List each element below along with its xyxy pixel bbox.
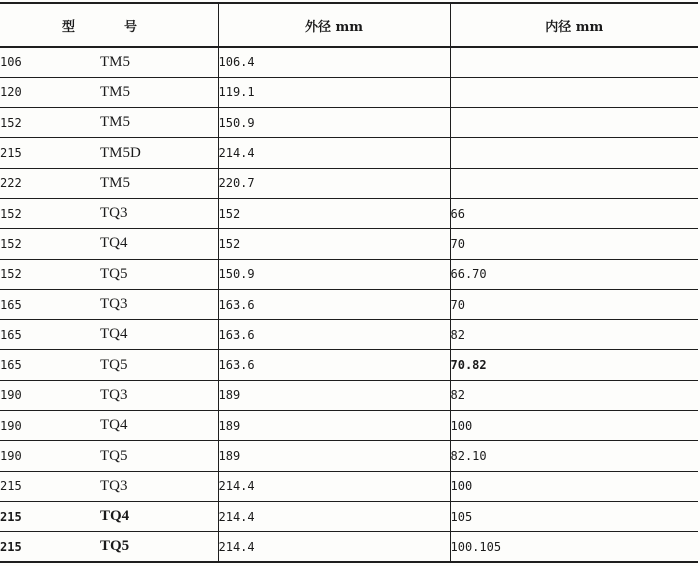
- cell-inner-diameter: 100: [450, 411, 698, 441]
- table-row: [0, 320, 698, 350]
- cell-inner-diameter: 82: [450, 320, 698, 350]
- cell-outer-diameter: 189: [218, 411, 450, 441]
- cell-model: TQ5: [100, 350, 218, 380]
- table-row: [0, 138, 698, 168]
- cell-outer-diameter: 106.4: [218, 47, 450, 77]
- cell-size: 165: [0, 350, 100, 380]
- cell-model: TQ4: [100, 229, 218, 259]
- table-row: [0, 259, 698, 289]
- cell-inner-diameter: [450, 47, 698, 77]
- cell-size: 215: [0, 532, 100, 562]
- cell-model: TM5: [100, 168, 218, 198]
- cell-model: TQ4: [100, 411, 218, 441]
- cell-size: 222: [0, 168, 100, 198]
- cell-inner-diameter: 82.10: [450, 441, 698, 471]
- cell-model: TQ4: [100, 501, 218, 531]
- header-type: 型: [0, 3, 100, 47]
- cell-size: 190: [0, 380, 100, 410]
- cell-outer-diameter: 220.7: [218, 168, 450, 198]
- cell-model: TM5: [100, 77, 218, 107]
- cell-outer-diameter: 214.4: [218, 532, 450, 562]
- cell-inner-diameter: [450, 138, 698, 168]
- cell-size: 190: [0, 441, 100, 471]
- cell-inner-diameter: 82: [450, 380, 698, 410]
- table-row: [0, 350, 698, 380]
- header-row: [0, 3, 698, 47]
- cell-size: 190: [0, 411, 100, 441]
- table-row: [0, 198, 698, 228]
- cell-model: TM5D: [100, 138, 218, 168]
- cell-model: TQ4: [100, 320, 218, 350]
- cell-inner-diameter: [450, 77, 698, 107]
- cell-inner-diameter: 70: [450, 289, 698, 319]
- table-row: [0, 532, 698, 562]
- cell-inner-diameter: 66: [450, 198, 698, 228]
- cell-model: TQ3: [100, 289, 218, 319]
- cell-outer-diameter: 189: [218, 441, 450, 471]
- cell-size: 152: [0, 198, 100, 228]
- cell-model: TQ3: [100, 380, 218, 410]
- cell-inner-diameter: [450, 108, 698, 138]
- cell-size: 215: [0, 138, 100, 168]
- table-row: [0, 380, 698, 410]
- table-row: [0, 441, 698, 471]
- cell-outer-diameter: 163.6: [218, 350, 450, 380]
- cell-size: 152: [0, 229, 100, 259]
- cell-size: 165: [0, 289, 100, 319]
- table-row: [0, 411, 698, 441]
- table-row: [0, 289, 698, 319]
- header-outer-diameter: 外径 mm: [218, 3, 450, 47]
- cell-inner-diameter: 100.105: [450, 532, 698, 562]
- cell-model: TQ5: [100, 532, 218, 562]
- cell-inner-diameter: [450, 168, 698, 198]
- cell-outer-diameter: 152: [218, 198, 450, 228]
- cell-outer-diameter: 214.4: [218, 501, 450, 531]
- cell-model: TQ5: [100, 441, 218, 471]
- cell-outer-diameter: 163.6: [218, 289, 450, 319]
- cell-model: TM5: [100, 108, 218, 138]
- table-row: [0, 168, 698, 198]
- cell-size: 165: [0, 320, 100, 350]
- table-row: [0, 471, 698, 501]
- cell-model: TM5: [100, 47, 218, 77]
- table-row: [0, 501, 698, 531]
- cell-inner-diameter: 70.82: [450, 350, 698, 380]
- header-inner-diameter: 内径 mm: [450, 3, 698, 47]
- cell-size: 120: [0, 77, 100, 107]
- specification-table: [0, 2, 698, 563]
- table-row: [0, 47, 698, 77]
- table-row: [0, 229, 698, 259]
- cell-outer-diameter: 150.9: [218, 108, 450, 138]
- cell-outer-diameter: 152: [218, 229, 450, 259]
- cell-size: 106: [0, 47, 100, 77]
- header-number: 号: [100, 3, 218, 47]
- cell-outer-diameter: 189: [218, 380, 450, 410]
- table-header: [0, 3, 698, 47]
- cell-outer-diameter: 119.1: [218, 77, 450, 107]
- cell-model: TQ3: [100, 471, 218, 501]
- cell-model: TQ5: [100, 259, 218, 289]
- cell-inner-diameter: 100: [450, 471, 698, 501]
- table-row: [0, 108, 698, 138]
- cell-size: 152: [0, 108, 100, 138]
- cell-outer-diameter: 214.4: [218, 138, 450, 168]
- table-row: [0, 77, 698, 107]
- cell-outer-diameter: 163.6: [218, 320, 450, 350]
- cell-inner-diameter: 66.70: [450, 259, 698, 289]
- cell-inner-diameter: 105: [450, 501, 698, 531]
- cell-outer-diameter: 150.9: [218, 259, 450, 289]
- cell-model: TQ3: [100, 198, 218, 228]
- cell-size: 152: [0, 259, 100, 289]
- cell-outer-diameter: 214.4: [218, 471, 450, 501]
- cell-inner-diameter: 70: [450, 229, 698, 259]
- cell-size: 215: [0, 471, 100, 501]
- table-body: [0, 47, 698, 562]
- cell-size: 215: [0, 501, 100, 531]
